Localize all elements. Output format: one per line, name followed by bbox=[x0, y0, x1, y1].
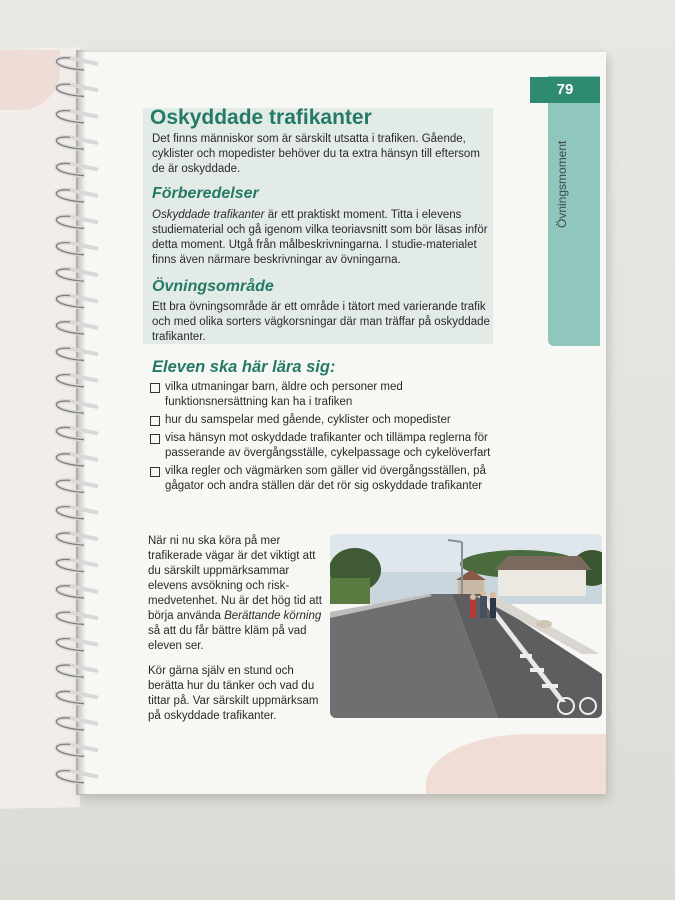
spiral-ring bbox=[56, 586, 98, 598]
spiral-ring bbox=[56, 665, 98, 677]
spiral-ring bbox=[56, 243, 98, 255]
spiral-ring bbox=[56, 454, 98, 466]
spiral-ring bbox=[56, 401, 98, 413]
spiral-ring bbox=[56, 58, 98, 70]
spiral-ring bbox=[56, 718, 98, 730]
page-title: Oskyddade trafikanter bbox=[150, 106, 372, 129]
spiral-ring bbox=[56, 771, 98, 783]
page-number: 79 bbox=[530, 77, 600, 103]
spiral-binding bbox=[40, 50, 104, 795]
page-corner-decoration bbox=[426, 734, 606, 794]
prep-heading: Förberedelser bbox=[152, 185, 259, 202]
closing-paragraph-1: När ni nu ska köra på mer trafikerade vägar är det viktigt att du särskilt uppmärksammar elevens avsökning och risk-medvetenhet. Nu är det hög tid att börja använda Berättande körning så att du får bättre kläm på vad eleven ser. bbox=[148, 535, 322, 652]
checkbox-icon bbox=[150, 467, 160, 477]
checkbox-icon bbox=[150, 434, 160, 444]
spiral-ring bbox=[56, 137, 98, 149]
intro-text: Det finns människor som är särskilt utsatta i trafiken. Gående, cyklister och mopedister behöver du ta extra hänsyn till eftersom de är oskyddade. bbox=[152, 133, 480, 175]
checkbox-icon bbox=[150, 383, 160, 393]
spiral-ring bbox=[56, 163, 98, 175]
checkbox-icon bbox=[150, 416, 160, 426]
spiral-ring bbox=[56, 612, 98, 624]
area-heading: Övningsområde bbox=[152, 278, 274, 295]
area-text: Ett bra övningsområde är ett område i tätort med varierande trafik och med olika sorters vägkorsningar där man träffar på oskyddade trafikanter. bbox=[152, 301, 490, 343]
learn-item: hur du samspelar med gående, cyklister och mopedister bbox=[150, 413, 495, 428]
street-photo bbox=[330, 534, 602, 718]
spiral-ring bbox=[56, 744, 98, 756]
spiral-ring bbox=[56, 84, 98, 96]
prep-lead: Oskyddade trafikanter bbox=[152, 209, 265, 221]
prep-body: är ett praktiskt moment. Titta i elevens studiematerial och gå igenom vilka teoriavsnitt som bör läsas inför detta moment. Utgå från målbeskrivningarna. I studie-materialet finns även närmare beskrivningar av övningarna. bbox=[152, 209, 488, 266]
spiral-ring bbox=[56, 348, 98, 360]
learn-checklist bbox=[150, 380, 495, 497]
spiral-ring bbox=[56, 639, 98, 651]
booklet-page bbox=[78, 52, 606, 794]
spiral-ring bbox=[56, 190, 98, 202]
spiral-ring bbox=[56, 111, 98, 123]
prep-text bbox=[152, 208, 492, 268]
side-tab-label: Övningsmoment bbox=[555, 140, 569, 228]
learn-item: vilka regler och vägmärken som gäller vid övergångsställen, på gågator och andra ställen där det rör sig oskyddade trafikanter bbox=[150, 464, 495, 494]
spiral-ring bbox=[56, 480, 98, 492]
spiral-ring bbox=[56, 427, 98, 439]
spiral-ring bbox=[56, 375, 98, 387]
spiral-ring bbox=[56, 559, 98, 571]
learn-item: vilka utmaningar barn, äldre och personer med funktionsnersättning kan ha i trafiken bbox=[150, 380, 495, 410]
street-scene-illustration bbox=[330, 534, 602, 718]
closing-paragraph-2: Kör gärna själv en stund och berätta hur du tänker och vad du tittar på. Var särskilt uppmärksam på oskyddade trafikanter. bbox=[148, 665, 319, 722]
spiral-ring bbox=[56, 295, 98, 307]
spiral-ring bbox=[56, 322, 98, 334]
spiral-ring bbox=[56, 216, 98, 228]
spiral-ring bbox=[56, 507, 98, 519]
spiral-ring bbox=[56, 269, 98, 281]
spiral-ring bbox=[56, 533, 98, 545]
spiral-ring bbox=[56, 691, 98, 703]
learn-heading: Eleven ska här lära sig: bbox=[152, 358, 336, 376]
learn-item: visa hänsyn mot oskyddade trafikanter och tillämpa reglerna för passerande av övergångsställe, cykelpassage och cykelöverfart bbox=[150, 431, 495, 461]
